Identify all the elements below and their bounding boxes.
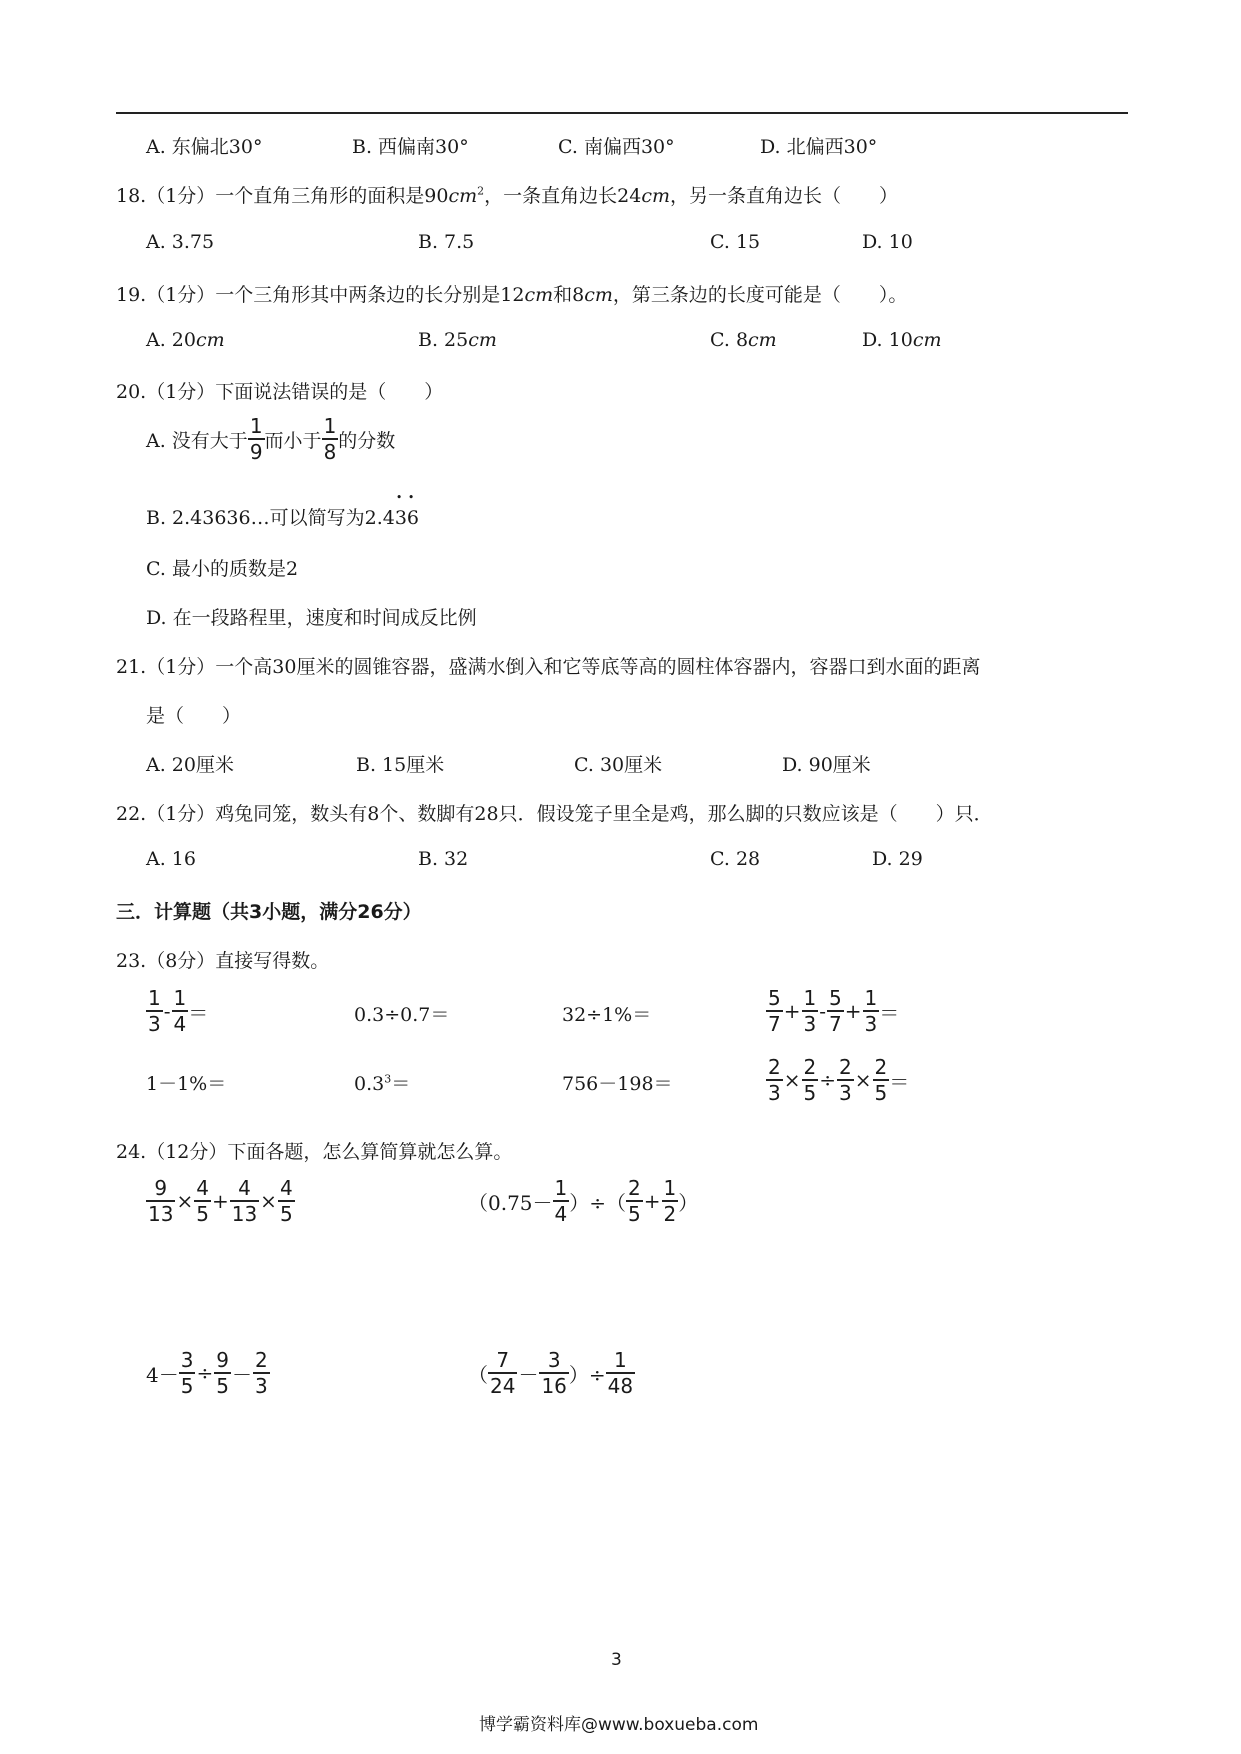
q24-expr-2[interactable]: （0.75－ $\frac{1}{4}$ ）÷（ $\frac{2}{5}$ + $\frac{1}{2}$ ） bbox=[468, 1176, 699, 1226]
fraction: $\frac{2}{3}$ bbox=[839, 1055, 852, 1105]
header-rule bbox=[116, 112, 1128, 114]
q22-option-a[interactable]: A. 16 bbox=[146, 848, 196, 870]
q19-option-d[interactable]: D. 10cm bbox=[862, 329, 942, 351]
q18-option-a[interactable]: A. 3.75 bbox=[146, 231, 215, 253]
q18-option-b[interactable]: B. 7.5 bbox=[418, 231, 475, 253]
fraction: $\frac{2}{3}$ bbox=[768, 1055, 781, 1105]
fraction: $\frac{2}{5}$ bbox=[874, 1055, 888, 1105]
fraction: $\frac{1}{2}$ bbox=[663, 1176, 677, 1226]
fraction: $\frac{5}{7}$ bbox=[768, 986, 781, 1036]
q23-expr-7[interactable]: 756－198＝ bbox=[562, 1073, 673, 1095]
fraction: $\frac{9}{13}$ bbox=[148, 1176, 174, 1226]
fraction: $\frac{1}{4}$ bbox=[554, 1176, 568, 1226]
section3-title: 三．计算题（共3小题，满分26分） bbox=[116, 901, 422, 923]
q23-expr-6[interactable]: $0.3^3=$ bbox=[354, 1072, 411, 1095]
fraction: $\frac{1}{8}$ bbox=[323, 414, 337, 464]
q23-expr-5[interactable]: 1－1%＝ bbox=[146, 1073, 227, 1095]
fraction: $\frac{2}{5}$ bbox=[628, 1176, 641, 1226]
fraction: $\frac{5}{7}$ bbox=[829, 986, 842, 1036]
q20-option-a[interactable]: A. 没有大于 $\frac{1}{9}$ 而小于 $\frac{1}{8}$ 的分数 bbox=[146, 414, 396, 464]
fraction: $\frac{1}{3}$ bbox=[864, 986, 878, 1036]
fraction: $\frac{2}{5}$ bbox=[803, 1055, 817, 1105]
fraction: $\frac{4}{13}$ bbox=[231, 1176, 258, 1226]
fraction: $\frac{4}{5}$ bbox=[196, 1176, 209, 1226]
q21-option-c[interactable]: C. 30厘米 bbox=[574, 754, 663, 776]
q21-option-b[interactable]: B. 15厘米 bbox=[356, 754, 445, 776]
fraction: $\frac{9}{5}$ bbox=[216, 1348, 229, 1398]
q22-option-d[interactable]: D. 29 bbox=[872, 848, 923, 870]
q17-option-d[interactable]: D. 北偏西30° bbox=[760, 136, 878, 158]
fraction: $\frac{4}{5}$ bbox=[279, 1176, 293, 1226]
q21-option-d[interactable]: D. 90厘米 bbox=[782, 754, 871, 776]
q23-expr-3[interactable]: 32÷1%＝ bbox=[562, 1004, 652, 1026]
page-number: 3 bbox=[611, 1650, 622, 1670]
fraction: $\frac{1}{3}$ bbox=[148, 986, 161, 1036]
fraction: $\frac{1}{48}$ bbox=[607, 1348, 634, 1398]
repeating-digit: • 6 bbox=[407, 507, 419, 529]
q24-expr-1[interactable]: $\frac{9}{13}$ × $\frac{4}{5}$ + $\frac{4}{13}$ × $\frac{4}{5}$ bbox=[148, 1176, 293, 1226]
q21-stem-line2: 是（ ） bbox=[146, 705, 242, 727]
q19-option-c[interactable]: C. 8cm bbox=[710, 329, 777, 351]
q23-expr-2[interactable]: 0.3÷0.7＝ bbox=[354, 1004, 450, 1026]
q23-expr-8[interactable]: $\frac{2}{3}$ × $\frac{2}{5}$ ÷ $\frac{2}{3}$ × $\frac{2}{5}$ ＝ bbox=[768, 1055, 910, 1105]
q19-stem: 19.（1分）一个三角形其中两条边的长分别是12cm和8cm，第三条边的长度可能是（ ）。 bbox=[116, 284, 908, 306]
q22-option-c[interactable]: C. 28 bbox=[710, 848, 761, 870]
fraction: $\frac{1}{4}$ bbox=[173, 986, 187, 1036]
q17-option-c[interactable]: C. 南偏西30° bbox=[558, 136, 675, 158]
fraction: $\frac{3}{16}$ bbox=[541, 1348, 567, 1398]
fraction: $\frac{7}{24}$ bbox=[490, 1348, 516, 1398]
fraction: $\frac{3}{5}$ bbox=[180, 1348, 194, 1398]
q23-expr-4[interactable]: $\frac{5}{7}$ + $\frac{1}{3}$ - $\frac{5}{7}$ + $\frac{1}{3}$ ＝ bbox=[768, 986, 900, 1036]
q20-option-d[interactable]: D. 在一段路程里，速度和时间成反比例 bbox=[146, 607, 477, 629]
q22-stem: 22.（1分）鸡兔同笼，数头有8个、数脚有28只．假设笼子里全是鸡，那么脚的只数应该是（ ）只． bbox=[116, 803, 993, 825]
fraction: $\frac{1}{3}$ bbox=[803, 986, 817, 1036]
q19-option-a[interactable]: A. 20cm bbox=[146, 329, 225, 351]
q18-option-d[interactable]: D. 10 bbox=[862, 231, 913, 253]
repeating-digit: • 3 bbox=[395, 507, 407, 529]
q20-option-b[interactable]: B. 2.43636…可以简写为2.4• 3• 6 bbox=[146, 503, 419, 530]
q22-option-b[interactable]: B. 32 bbox=[418, 848, 469, 870]
fraction: $\frac{1}{9}$ bbox=[249, 414, 263, 464]
q23-stem: 23.（8分）直接写得数。 bbox=[116, 950, 330, 972]
q19-option-b[interactable]: B. 25cm bbox=[418, 329, 497, 351]
q21-stem-line1: 21.（1分）一个高30厘米的圆锥容器，盛满水倒入和它等底等高的圆柱体容器内，容器口到水面的距离 bbox=[116, 656, 981, 678]
q24-expr-4[interactable]: （ $\frac{7}{24}$ － $\frac{3}{16}$ ）÷ $\frac{1}{48}$ bbox=[468, 1348, 634, 1398]
q20-stem: 20.（1分）下面说法错误的是（ ） bbox=[116, 381, 444, 403]
q24-stem: 24.（12分）下面各题，怎么算简算就怎么算。 bbox=[116, 1141, 513, 1163]
q23-expr-1[interactable]: $\frac{1}{3}$ - $\frac{1}{4}$ ＝ bbox=[148, 986, 209, 1036]
q18-option-c[interactable]: C. 15 bbox=[710, 231, 761, 253]
q17-option-b[interactable]: B. 西偏南30° bbox=[352, 136, 469, 158]
watermark: 博学霸资料库@www.boxueba.com bbox=[479, 1715, 759, 1735]
q20-option-c[interactable]: C. 最小的质数是2 bbox=[146, 558, 299, 580]
q24-expr-3[interactable]: 4－ $\frac{3}{5}$ ÷ $\frac{9}{5}$ － $\frac{2}{3}$ bbox=[146, 1348, 268, 1398]
q18-stem: 18.（1分）一个直角三角形的面积是$90cm^2$，一条直角边长24cm，另一条直角边长（ ） bbox=[116, 184, 899, 207]
q21-option-a[interactable]: A. 20厘米 bbox=[146, 754, 234, 776]
q17-option-a[interactable]: A. 东偏北30° bbox=[146, 136, 263, 158]
fraction: $\frac{2}{3}$ bbox=[254, 1348, 268, 1398]
